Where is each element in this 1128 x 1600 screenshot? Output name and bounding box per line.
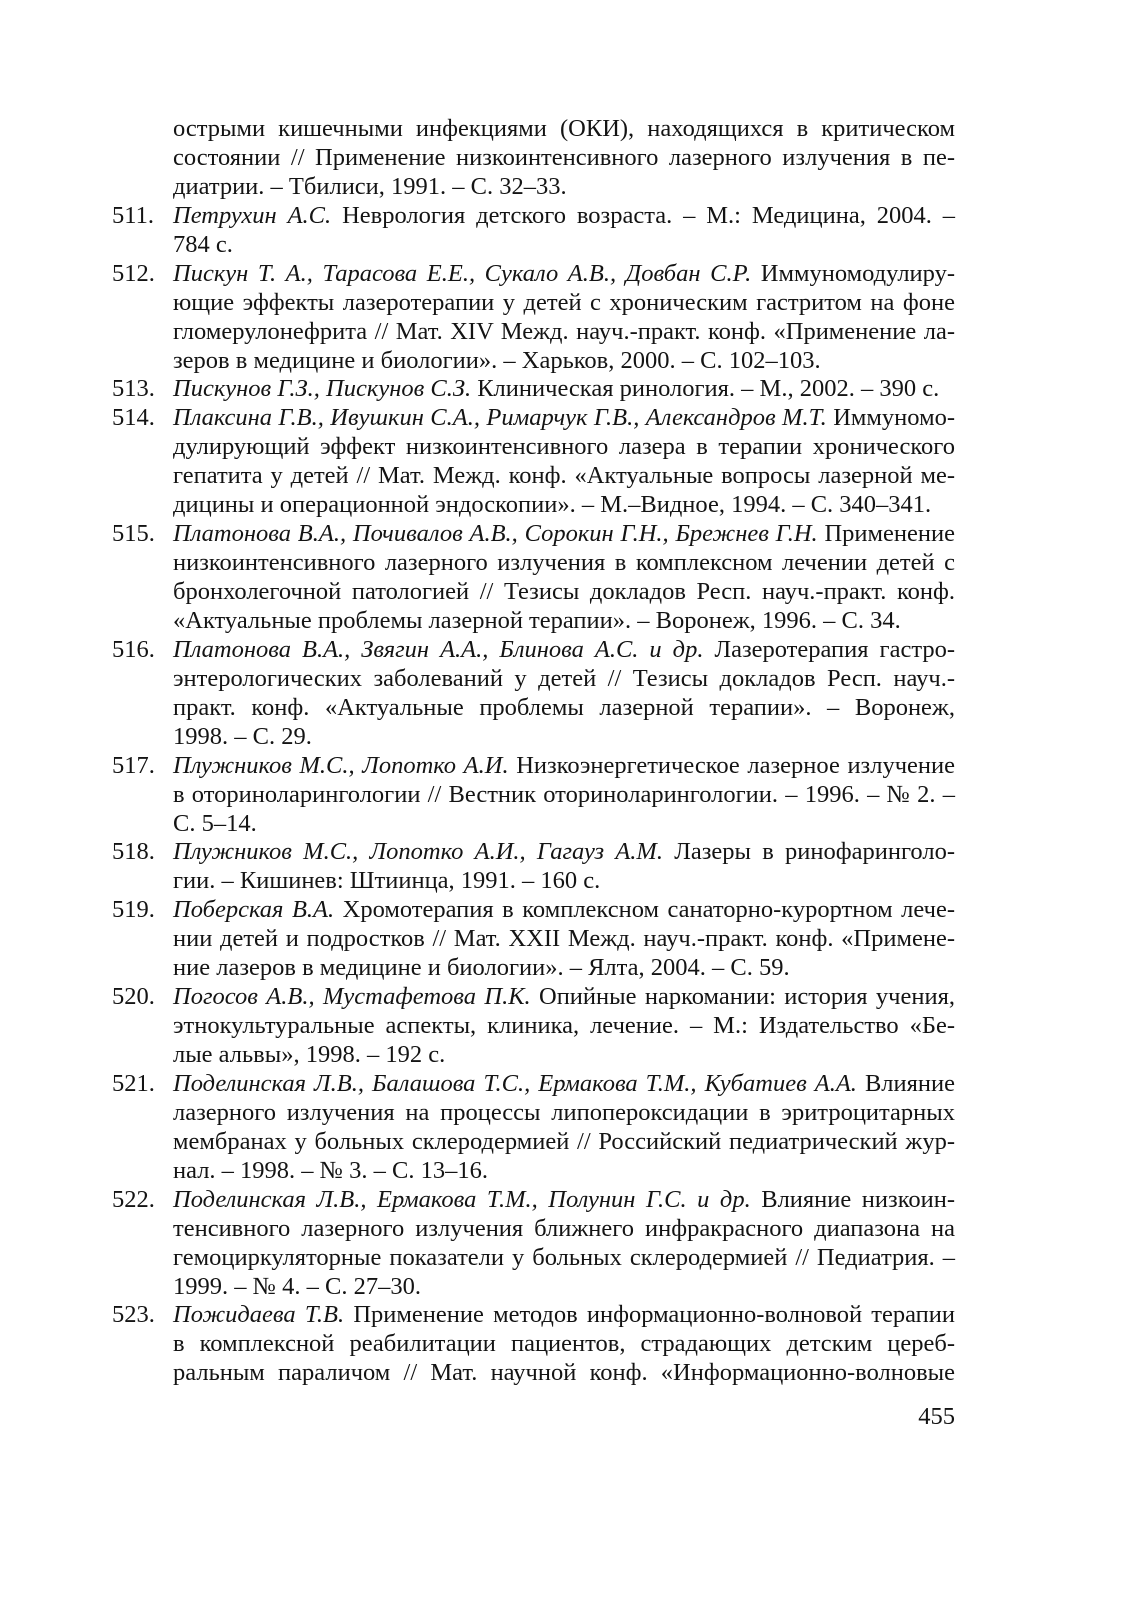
reference-519	[112, 896, 955, 983]
reference-authors: Петрухин А.С.	[173, 201, 332, 229]
reference-text: Иммуномодулиру-	[760, 259, 955, 287]
reference-text-line: лые альвы», 1998. – 192 с.	[173, 1041, 446, 1068]
reference-authors: Пискун Т. А., Тарасова Е.Е., Сукало А.В., Довбан С.Р.	[173, 259, 752, 287]
reference-text-line: острыми кишечными инфекциями (ОКИ), находящихся в критическом	[173, 115, 955, 142]
reference-text-line: С. 5–14.	[173, 809, 257, 837]
reference-text-line	[173, 983, 955, 1012]
reference-text-line	[173, 520, 955, 549]
reference-518	[112, 838, 955, 896]
reference-authors: Платонова В.А., Почивалов А.В., Сорокин Г.Н., Брежнев Г.Н.	[173, 520, 818, 548]
reference-number: 516.	[112, 635, 155, 663]
reference-authors: Платонова В.А., Звягин А.А., Блинова А.С. и др.	[173, 635, 704, 663]
reference-number: 520.	[112, 983, 155, 1011]
reference-text-line: 1999. – № 4. – С. 27–30.	[173, 1272, 421, 1300]
reference-517	[112, 751, 956, 839]
reference-number: 521.	[112, 1069, 155, 1097]
reference-text-line: зеров в медицине и биологии». – Харьков, 2000. – С. 102–103.	[173, 346, 821, 374]
reference-515	[112, 520, 955, 636]
reference-513	[112, 375, 955, 404]
reference-text-line: гии. – Кишинев: Штиинца, 1991. – 160 с.	[173, 867, 601, 895]
reference-521	[112, 1069, 955, 1186]
reference-text-line: 784 с.	[173, 230, 233, 258]
reference-text-line: практ. конф. «Актуальные проблемы лазерной терапии». – Воронеж,	[173, 693, 955, 721]
reference-text-line: ральным параличом // Мат. научной конф. «Информационно-волновые	[173, 1359, 955, 1387]
reference-text-line	[173, 752, 955, 781]
reference-text: Опийные наркомании: история учения,	[539, 983, 955, 1011]
reference-text-line: ние лазеров в медицине и биологии». – Ялта, 2004. – С. 59.	[173, 954, 790, 982]
reference-text-line: диатрии. – Тбилиси, 1991. – С. 32–33.	[173, 172, 567, 200]
reference-text-line	[173, 636, 955, 665]
bibliography-list	[112, 115, 956, 1388]
reference-text-line: нал. – 1998. – № 3. – С. 13–16.	[173, 1156, 489, 1184]
reference-text-line	[173, 404, 955, 433]
reference-text-line: в комплексной реабилитации пациентов, страдающих детским цереб-	[173, 1330, 955, 1358]
reference-text: Применение методов информационно-волновой терапии	[353, 1301, 956, 1329]
reference-text-line: лазерного излучения на процессы липопероксидации в эритроцитарных	[173, 1098, 955, 1126]
reference-number: 513.	[112, 375, 155, 403]
reference-text: Клиническая ринология. – М., 2002. – 390 с.	[477, 375, 940, 403]
reference-authors: Плужников М.С., Лопотко А.И.	[173, 751, 509, 779]
reference-text-line: дицины и операционной эндоскопии». – М.–Видное, 1994. – С. 340–341.	[173, 491, 932, 519]
reference-authors: Пискунов Г.З., Пискунов С.З.	[173, 375, 472, 403]
reference-512	[112, 259, 955, 376]
reference-511	[112, 201, 955, 260]
reference-text-line: гломерулонефрита // Мат. XIV Межд. науч.-практ. конф. «Применение ла-	[173, 317, 955, 345]
reference-text: Хромотерапия в комплексном санаторно-курортном лече-	[342, 896, 955, 924]
reference-number: 511.	[112, 201, 154, 229]
reference-text: Влияние	[864, 1069, 955, 1097]
reference-number: 518.	[112, 838, 155, 866]
reference-text: Неврология детского возраста. – М.: Медицина, 2004. –	[342, 201, 955, 229]
reference-text-line: гемоциркуляторные показатели у больных склеродермией // Педиатрия. –	[173, 1243, 955, 1271]
reference-text-line	[173, 1186, 955, 1215]
reference-number: 515.	[112, 520, 155, 548]
reference-number: 517.	[112, 751, 155, 779]
reference-text-line: нии детей и подростков // Мат. XXII Межд. науч.-практ. конф. «Примене-	[173, 925, 955, 953]
reference-authors: Плужников М.С., Лопотко А.И., Гагауз А.М.	[173, 838, 663, 866]
reference-text-line: состоянии // Применение низкоинтенсивного лазерного излучения в пе-	[173, 143, 955, 171]
reference-text-line: тенсивного лазерного излучения ближнего инфракрасного диапазона на	[173, 1214, 955, 1242]
reference-text-line	[173, 375, 955, 404]
reference-text-line: «Актуальные проблемы лазерной терапии». – Воронеж, 1996. – С. 34.	[173, 606, 901, 634]
reference-authors: Погосов А.В., Мустафетова П.К.	[173, 983, 531, 1011]
reference-516	[112, 635, 956, 752]
reference-523	[112, 1301, 956, 1388]
reference-text-line: гепатита у детей // Мат. Межд. конф. «Актуальные вопросы лазерной ме-	[173, 462, 955, 490]
continued-reference	[173, 115, 955, 202]
reference-authors: Плаксина Г.В., Ивушкин С.А., Римарчук Г.В., Александров М.Т.	[173, 404, 827, 432]
page-number: 455	[918, 1403, 955, 1430]
reference-number: 523.	[112, 1301, 155, 1329]
reference-text-line: в оториноларингологии // Вестник оториноларингологии. – 1996. – № 2. –	[173, 780, 955, 808]
reference-520	[112, 983, 955, 1070]
reference-text-line: этнокультуральные аспекты, клиника, лечение. – М.: Издательство «Бе-	[173, 1012, 955, 1040]
reference-number: 519.	[112, 896, 155, 924]
reference-text-line	[173, 838, 955, 867]
reference-text-line: мембранах у больных склеродермией // Российский педиатрический жур-	[173, 1127, 955, 1155]
reference-text: Лазеры в ринофаринголо-	[674, 838, 955, 866]
reference-authors: Поберская В.А.	[173, 896, 335, 924]
reference-authors: Пожидаева Т.В.	[173, 1301, 345, 1329]
reference-text: Влияние низкоин-	[761, 1185, 955, 1213]
reference-text: Иммуномо-	[833, 404, 955, 432]
reference-number: 522.	[112, 1185, 155, 1213]
reference-number: 514.	[112, 404, 155, 432]
reference-authors: Поделинская Л.В., Балашова Т.С., Ермакова Т.М., Кубатиев А.А.	[173, 1069, 857, 1097]
reference-text-line	[173, 260, 955, 289]
reference-text-line: ющие эффекты лазеротерапии у детей с хроническим гастритом на фоне	[173, 288, 955, 316]
reference-text-line	[173, 202, 955, 231]
reference-text-line: бронхолегочной патологией // Тезисы докладов Респ. науч.-практ. конф.	[173, 578, 955, 605]
reference-text-line: 1998. – С. 29.	[173, 722, 312, 750]
reference-text: Применение	[824, 520, 955, 548]
reference-522	[112, 1185, 955, 1302]
reference-514	[112, 404, 955, 520]
reference-text-line	[173, 1301, 955, 1330]
reference-text-line: дулирующий эффект низкоинтенсивного лазера в терапии хронического	[173, 433, 955, 461]
reference-text-line	[173, 1070, 955, 1099]
reference-text: Лазеротерапия гастро-	[714, 635, 956, 663]
reference-text-line: низкоинтенсивного лазерного излучения в комплексном лечении детей с	[173, 549, 955, 577]
reference-text: Низкоэнергетическое лазерное излучение	[516, 751, 956, 779]
reference-text-line: энтерологических заболеваний у детей // Тезисы докладов Респ. науч.-	[173, 664, 955, 692]
reference-authors: Поделинская Л.В., Ермакова Т.М., Полунин Г.С. и др.	[173, 1185, 751, 1213]
reference-text-line	[173, 896, 955, 925]
reference-number: 512.	[112, 259, 155, 287]
